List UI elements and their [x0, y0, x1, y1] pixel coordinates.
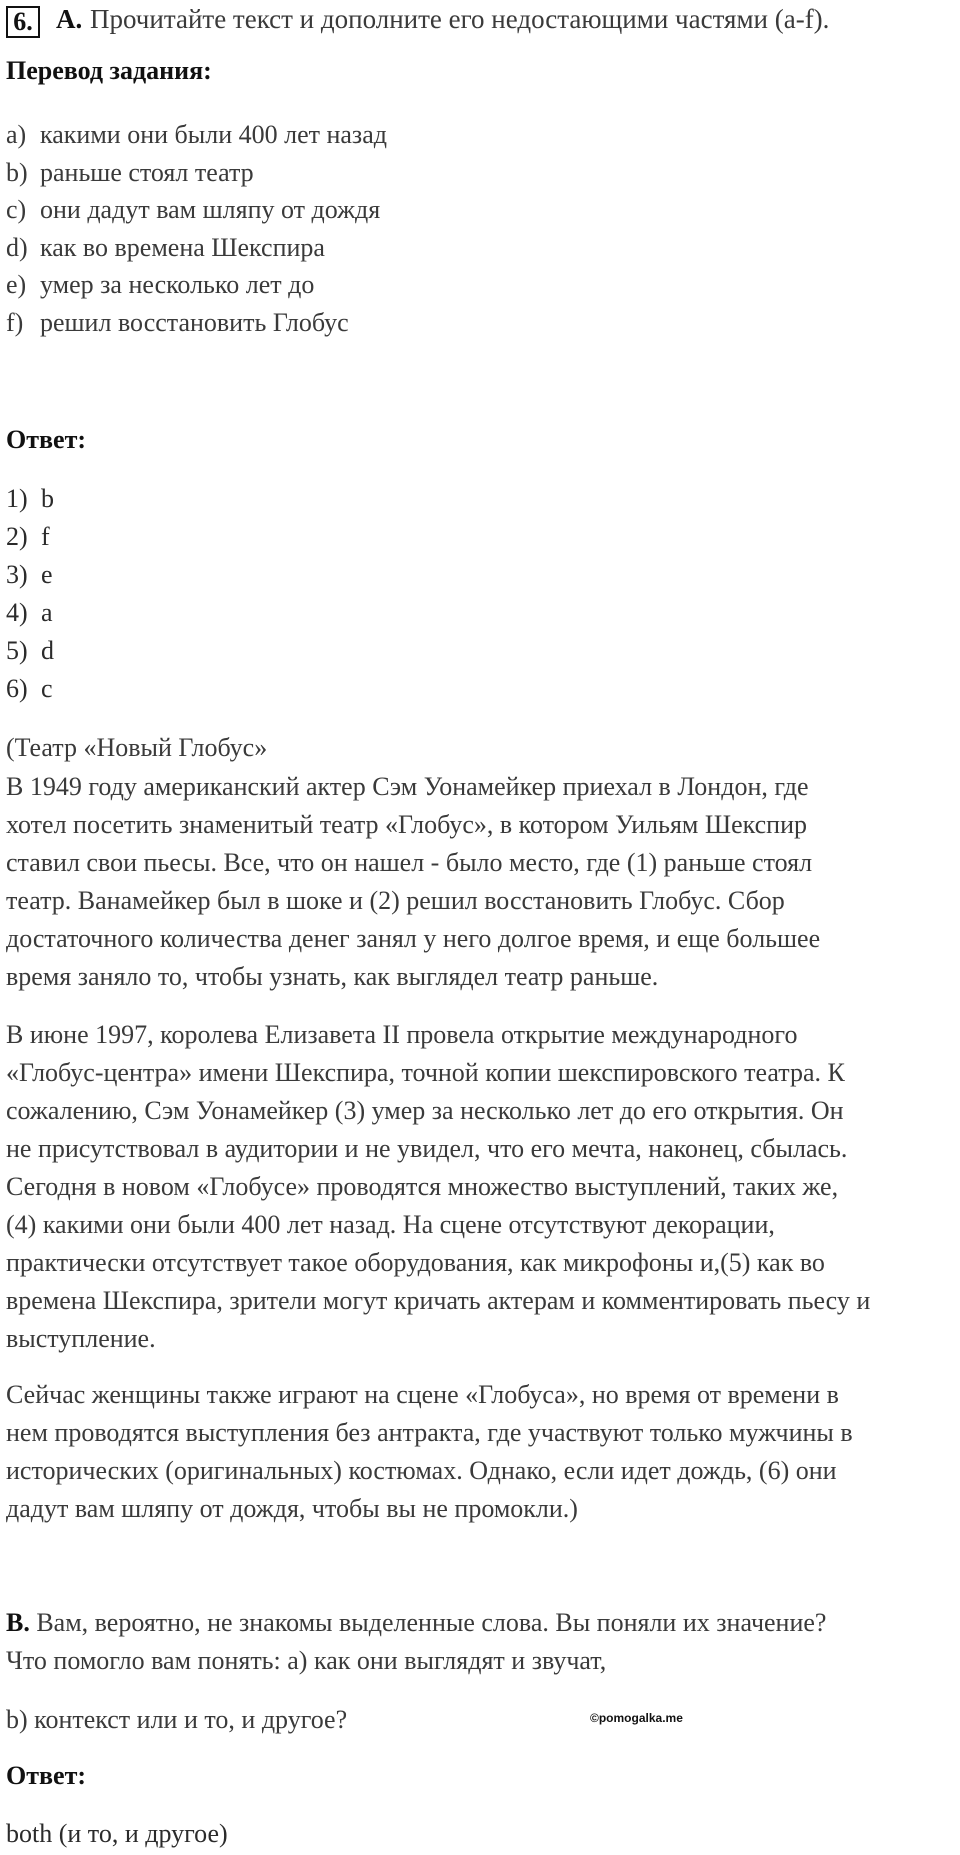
item-letter: e): [6, 270, 27, 299]
answer-item: [6, 518, 54, 556]
text-paragraph-2: [6, 1016, 956, 1358]
text-paragraph-1: [6, 768, 956, 996]
answer-value: b: [41, 484, 54, 513]
answer-item: [6, 670, 54, 708]
text-line: времена Шекспира, зрители могут кричать актерам и комментировать пьесу и: [6, 1286, 871, 1315]
answer-value: a: [41, 598, 53, 627]
item-letter: b): [6, 157, 28, 187]
answer-value: f: [41, 522, 50, 551]
answer-number: 4): [6, 598, 28, 627]
section-b-line-1: [6, 1605, 826, 1641]
list-item: [6, 266, 387, 304]
text-paragraph-3: [6, 1376, 956, 1528]
section-b-line-3: b) контекст или и то, и другое?: [6, 1705, 348, 1734]
text-line: Сейчас женщины также играют на сцене «Глобуса», но время от времени в: [6, 1380, 839, 1409]
answer-item: [6, 594, 54, 632]
text-line: В 1949 году американский актер Сэм Уонамейкер приехал в Лондон, где: [6, 772, 809, 801]
text-line: театр. Ванамейкер был в шоке и (2) решил восстановить Глобус. Сбор: [6, 886, 785, 915]
item-letter: c): [6, 195, 27, 224]
text-line: «Глобус-центра» имени Шекспира, точной копии шекспировского театра. К: [6, 1058, 845, 1087]
text-line: В июне 1997, королева Елизавета II провела открытие международного: [6, 1020, 798, 1049]
text-line: хотел посетить знаменитый театр «Глобус», в котором Уильям Шекспир: [6, 810, 808, 839]
task-number-box: 6.: [6, 6, 40, 38]
text-line: время заняло то, чтобы узнать, как выглядел театр раньше.: [6, 962, 659, 991]
answer-number: 6): [6, 674, 28, 703]
list-item: [6, 154, 387, 192]
text-line: дадут вам шляпу от дождя, чтобы вы не промокли.): [6, 1494, 578, 1523]
item-letter: a): [6, 120, 27, 149]
text-line: ставил свои пьесы. Все, что он нашел - было место, где (1) раньше стоял: [6, 848, 813, 877]
translation-list: [6, 116, 387, 341]
section-b-line-2: Что помогло вам понять: a) как они выглядят и звучат,: [6, 1646, 607, 1675]
answer-heading: Ответ:: [6, 425, 87, 454]
answer-value: d: [41, 636, 54, 665]
answer-number: 1): [6, 484, 28, 513]
answer-item: [6, 480, 54, 518]
text-line: сожалению, Сэм Уонамейкер (3) умер за несколько лет до его открытия. Он: [6, 1096, 844, 1125]
text-title: (Театр «Новый Глобус»: [6, 733, 268, 762]
task-letter: A.: [56, 4, 83, 34]
answer-number: 2): [6, 522, 28, 551]
item-text: решил восстановить Глобус: [40, 307, 349, 337]
text-line: практически отсутствует такое оборудования, как микрофоны и,(5) как во: [6, 1248, 825, 1277]
item-letter: f): [6, 307, 24, 337]
text-line: достаточного количества денег занял у него долгое время, и еще большее: [6, 924, 821, 953]
answer-value: e: [41, 560, 53, 589]
item-text: раньше стоял театр: [40, 157, 254, 187]
watermark: ©pomogalka.me: [590, 1711, 683, 1725]
answer-item: [6, 556, 54, 594]
translation-heading: Перевод задания:: [6, 56, 212, 85]
item-letter: d): [6, 232, 28, 262]
answer-value: c: [41, 674, 53, 703]
answer-number: 5): [6, 636, 28, 665]
text-line: исторических (оригинальных) костюмах. Однако, если идет дождь, (6) они: [6, 1456, 837, 1485]
task-instruction: Прочитайте текст и дополните его недостающими частями (a-f).: [90, 4, 830, 34]
text-line: (4) какими они были 400 лет назад. На сцене отсутствуют декорации,: [6, 1210, 775, 1239]
answer-number: 3): [6, 560, 28, 589]
text-line: Сегодня в новом «Глобусе» проводятся множество выступлений, таких же,: [6, 1172, 839, 1201]
list-item: [6, 229, 387, 267]
text-line: не присутствовал в аудитории и не увидел, что его мечта, наконец, сбылась.: [6, 1134, 848, 1163]
answer-list: [6, 480, 54, 708]
answer-item: [6, 632, 54, 670]
item-text: как во времена Шекспира: [40, 232, 325, 262]
list-item: [6, 191, 387, 229]
text-line: нем проводятся выступления без антракта, где участвуют только мужчины в: [6, 1418, 853, 1447]
list-item: [6, 304, 387, 342]
item-text: они дадут вам шляпу от дождя: [40, 195, 381, 224]
text-line: выступление.: [6, 1324, 156, 1353]
section-b-letter: B.: [6, 1608, 30, 1637]
list-item: [6, 116, 387, 154]
answer-text-b: both (и то, и другое): [6, 1819, 228, 1848]
item-text: умер за несколько лет до: [40, 270, 315, 299]
section-b-question: Вам, вероятно, не знакомы выделенные слова. Вы поняли их значение?: [36, 1608, 827, 1637]
item-text: какими они были 400 лет назад: [40, 120, 387, 149]
answer-heading-b: Ответ:: [6, 1761, 87, 1790]
